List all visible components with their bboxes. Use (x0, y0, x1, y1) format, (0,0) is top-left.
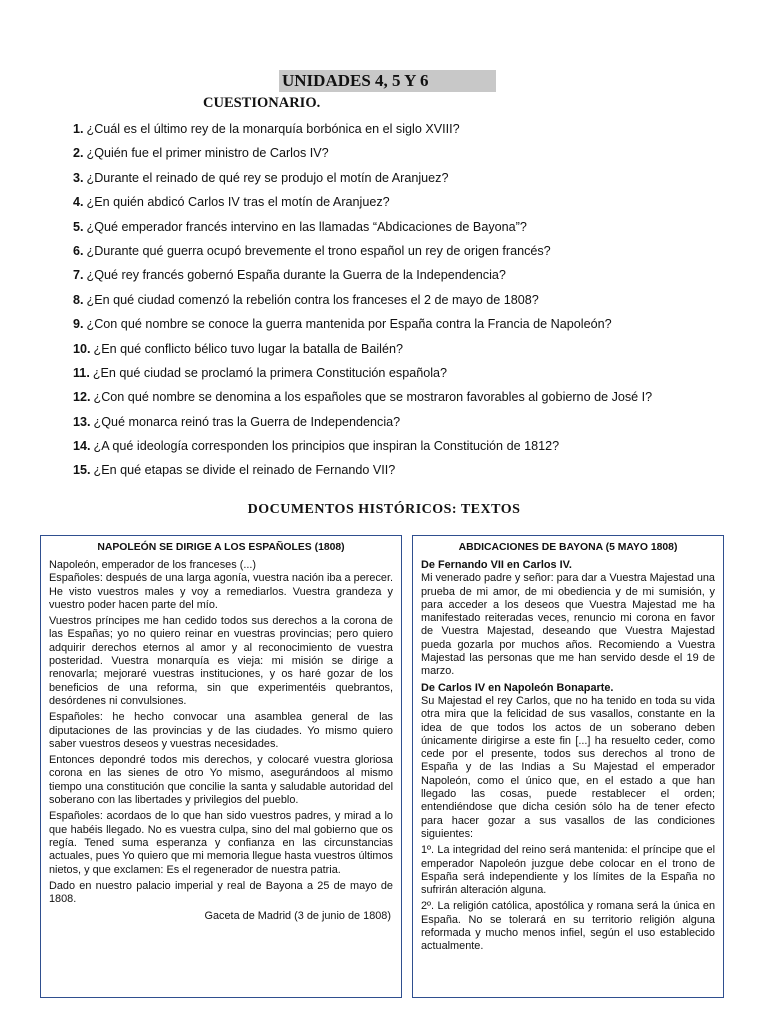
document-source: Gaceta de Madrid (3 de junio de 1808) (204, 910, 391, 923)
question-item (73, 315, 753, 339)
document-paragraph: Españoles: acordaos de lo que han sido vuestros padres, y mirad a lo que habéis llegado. No es vuestra culpa, sino del mal gobierno que os regía. Tened suma esperanza y confianza en las circunstancias actuales, pues Yo quiero que mi memoria llegue hasta vuestros últimos nietos, y que exclamen: Es el regenerador de nuestra patria. (49, 810, 393, 876)
question-number: 1. (73, 122, 84, 136)
question-number: 7. (73, 268, 84, 283)
question-item (73, 437, 753, 461)
questionnaire-list (73, 120, 753, 486)
document-paragraph: Vuestros príncipes me han cedido todos sus derechos a la corona de las Españas; yo no quiero reinar en vuestras provincias; pero quiero adquirir derechos eternos al amor y al reconocimiento de vuestra posteridad. Vuestra monarquía es vieja: mi misión se dirige a renovarla; mejoraré vuestras instituciones, y os haré gozar de los beneficios de una reforma, sin que experimentéis quebrantos, desórdenes ni convulsiones. (49, 615, 393, 707)
question-text: ¿Con qué nombre se conoce la guerra mantenida por España contra la Francia de Napoleón? (86, 317, 612, 332)
question-text: ¿En qué ciudad se proclamó la primera Constitución española? (92, 365, 448, 380)
question-item (73, 461, 753, 485)
document-subheading: De Carlos IV en Napoleón Bonaparte. (421, 681, 614, 694)
question-number: 4. (73, 195, 84, 210)
question-number: 15. (73, 463, 91, 478)
question-text: ¿Qué rey francés gobernó España durante la Guerra de la Independencia? (86, 268, 506, 283)
question-number: 10. (73, 341, 91, 356)
question-item (73, 242, 753, 266)
question-text: ¿En quién abdicó Carlos IV tras el motín de Aranjuez? (86, 195, 390, 210)
question-text: ¿En qué ciudad comenzó la rebelión contra los franceses el 2 de mayo de 1808? (86, 292, 539, 307)
section-subtitle: CUESTIONARIO. (203, 95, 321, 111)
document-subheading: De Fernando VII en Carlos IV. (421, 559, 572, 571)
question-text: ¿Durante el reinado de qué rey se produjo el motín de Aranjuez? (86, 170, 449, 185)
question-text: ¿Cuál es el último rey de la monarquía borbónica en el siglo XVIII? (86, 122, 460, 136)
question-item (73, 388, 753, 412)
question-text: ¿Con qué nombre se denomina a los españoles que se mostraron favorables al gobierno de José I? (93, 390, 653, 405)
document-title: NAPOLEÓN SE DIRIGE A LOS ESPAÑOLES (1808) (97, 542, 345, 553)
question-item (73, 120, 753, 144)
question-item (73, 169, 753, 193)
document-paragraph: Su Majestad el rey Carlos, que no ha tenido en toda su vida otra mira que la felicidad de sus vasallos, constante en la idea de que todos los actos de un soberano deben únicamente dirigirse a este fin [...] ha resuelto ceder, como cede por el presente, todos sus derechos al trono de España y de las Indias a Su Majestad el emperador Napoleón, como el único que, en el estado a que han llegado las cosas, puede restablecer el orden; entendiéndose que dicha cesión sólo ha de tener efecto para hacer gozar a sus vasallos de las condiciones siguientes: (421, 694, 715, 840)
question-number: 3. (73, 170, 84, 185)
question-text: ¿A qué ideología corresponden los principios que inspiran la Constitución de 1812? (93, 439, 560, 454)
question-number: 11. (73, 365, 90, 380)
question-text: ¿En qué etapas se divide el reinado de Fernando VII? (93, 463, 396, 478)
question-item (73, 218, 753, 242)
document-title: ABDICACIONES DE BAYONA (5 MAYO 1808) (458, 542, 678, 553)
question-item (73, 364, 753, 388)
question-number: 8. (73, 292, 84, 307)
question-text: ¿En qué conflicto bélico tuvo lugar la batalla de Bailén? (93, 341, 403, 356)
question-number: 2. (73, 146, 84, 161)
question-item (73, 193, 753, 217)
document-box-abdicaciones (412, 535, 724, 998)
section-heading: DOCUMENTOS HISTÓRICOS: TEXTOS (247, 502, 521, 517)
document-paragraph: Españoles: he hecho convocar una asamblea general de las diputaciones de las provincias y de las ciudades. Yo mismo quiero saber vuestros deseos y vuestras necesidades. (49, 711, 393, 750)
question-number: 9. (73, 317, 84, 332)
document-paragraph: 1º. La integridad del reino será mantenida: el príncipe que el emperador Napoleón juzgue debe colocar en el trono de España será independiente y los límites de la España no sufrirán alteración alguna. (421, 844, 715, 897)
question-item (73, 144, 753, 168)
question-text: ¿Quién fue el primer ministro de Carlos IV? (86, 146, 329, 161)
question-text: ¿Durante qué guerra ocupó brevemente el trono español un rey de origen francés? (86, 243, 551, 258)
question-text: ¿Qué monarca reinó tras la Guerra de Independencia? (93, 414, 401, 429)
question-number: 5. (73, 219, 84, 234)
document-box-napoleon (40, 535, 402, 998)
question-item (73, 340, 753, 364)
page-title: UNIDADES 4, 5 Y 6 (279, 70, 496, 92)
question-item (73, 266, 753, 290)
question-text: ¿Qué emperador francés intervino en las llamadas “Abdicaciones de Bayona”? (86, 219, 527, 234)
question-number: 12. (73, 390, 91, 405)
question-item (73, 413, 753, 437)
document-paragraph: Mi venerado padre y señor: para dar a Vuestra Majestad una prueba de mi amor, de mi obediencia y de mi sumisión, y para acceder a los deseos que Vuestra Majestad me ha manifestado reiteradas veces, renuncio mi corona en favor de Vuestra Majestad, deseando que Vuestra Majestad pueda gozarla por muchos años. Recomiendo a Vuestra Majestad las personas que me han servido desde el 19 de marzo. (421, 572, 715, 678)
question-number: 13. (73, 414, 91, 429)
question-item (73, 291, 753, 315)
document-paragraph: Entonces depondré todos mis derechos, y colocaré vuestra gloriosa corona en las sienes de otro Yo mismo, asegurándoos al mismo tiempo una constitución que concilie la santa y saludable autoridad del soberano con las libertades y privilegios del pueblo. (49, 754, 393, 807)
document-paragraph: 2º. La religión católica, apostólica y romana será la única en España. No se tolerará en su territorio religión alguna reformada y mucho menos infiel, según el uso establecido actualmente. (421, 900, 715, 953)
question-number: 14. (73, 439, 91, 454)
question-number: 6. (73, 243, 84, 258)
document-paragraph: Dado en nuestro palacio imperial y real de Bayona a 25 de mayo de 1808. (49, 879, 393, 906)
document-paragraph: Napoleón, emperador de los franceses (...) Españoles: después de una larga agonía, vuestra nación iba a perecer. He visto vuestros males y voy a remediarlos. Vuestra grandeza y vuestro poder hacen parte del mío. (49, 559, 393, 611)
